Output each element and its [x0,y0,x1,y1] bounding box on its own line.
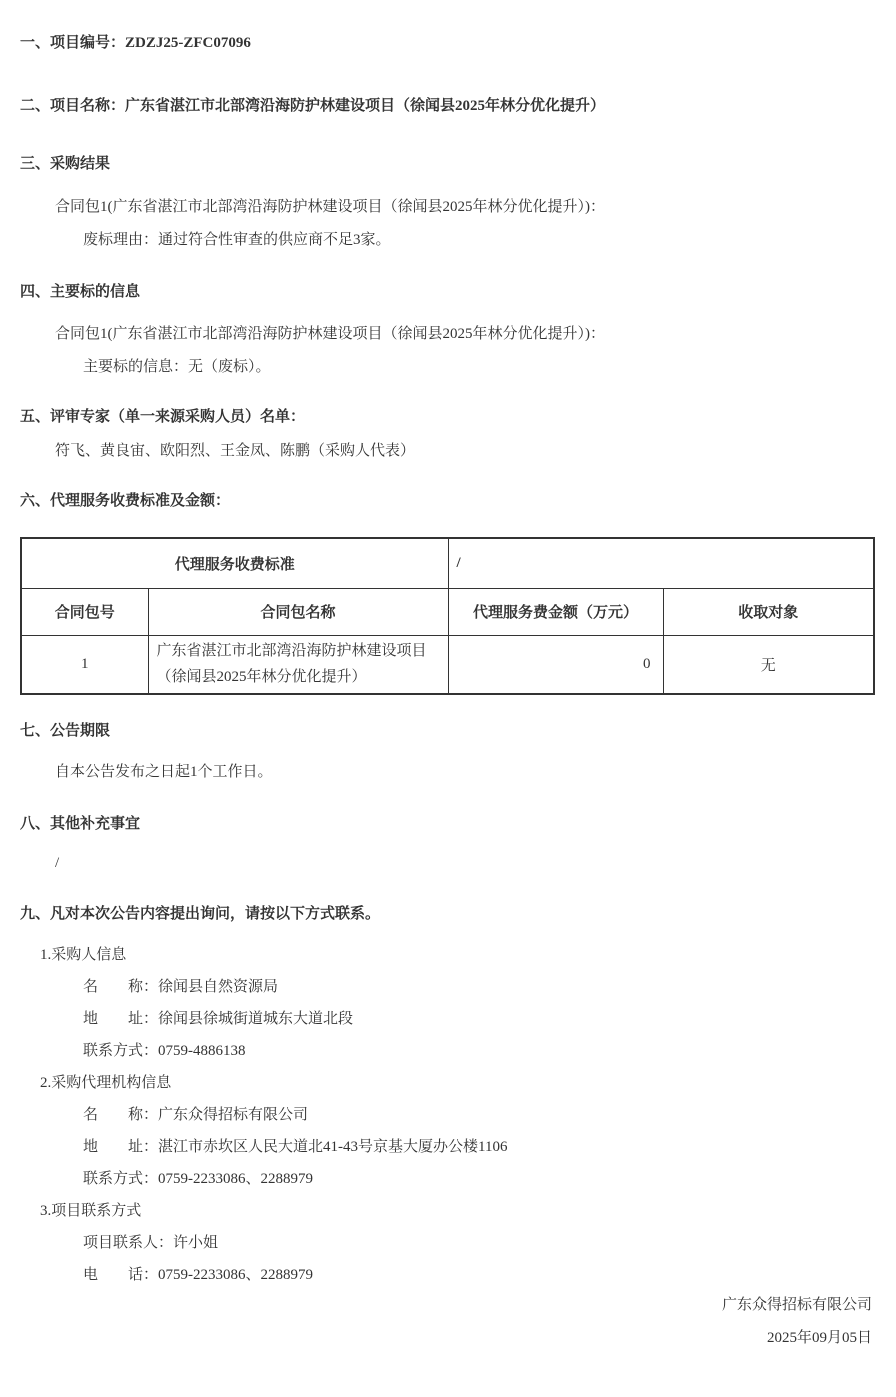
fee-table-header-row [21,588,874,635]
footer-company-signature: 广东众得招标有限公司 [721,1297,872,1313]
section-heading-contact-info: 九、凡对本次公告内容提出询问，请按以下方式联系。 [20,906,381,922]
announcement-period-body: 自本公告发布之日起1个工作日。 [55,764,273,780]
other-matters-body: / [55,855,60,871]
header-charged-party: 收取对象 [663,588,874,635]
section-heading-experts: 五、评审专家（单一来源采购人员）名单： [20,409,306,425]
section-heading-project-number: 一、项目编号：ZDZJ25-ZFC07096 [20,35,251,51]
footer-date: 2025年09月05日 [766,1330,872,1346]
fee-table-data-row [21,635,874,694]
section-heading-agency-fee: 六、代理服务收费标准及金额： [20,493,231,509]
header-package-no: 合同包号 [21,588,148,635]
cell-fee-amount: 0 [448,635,663,694]
header-package-name: 合同包名称 [148,588,448,635]
fee-standard-value-cell: / [448,538,874,588]
section-heading-main-subject-info: 四、主要标的信息 [20,284,141,300]
project-contact-title: 3.项目联系方式 [40,1203,142,1219]
main-subject-package-line: 合同包1(广东省湛江市北部湾沿海防护林建设项目（徐闻县2025年林分优化提升）)： [55,326,605,342]
section-heading-procurement-result: 三、采购结果 [20,156,111,172]
cell-package-name: 广东省湛江市北部湾沿海防护林建设项目（徐闻县2025年林分优化提升） [148,635,448,694]
project-contact-phone-line: 电 话：0759-2233086、2288979 [83,1267,313,1283]
purchaser-name-line: 名 称：徐闻县自然资源局 [83,979,279,995]
agency-contact-line: 联系方式：0759-2233086、2288979 [83,1171,313,1187]
agency-fee-table [20,537,875,695]
fee-standard-row [21,538,874,588]
purchaser-info-title: 1.采购人信息 [40,947,127,963]
agency-address-line: 地 址：湛江市赤坎区人民大道北41-43号京基大厦办公楼1106 [83,1139,508,1155]
section-heading-other-matters: 八、其他补充事宜 [20,816,141,832]
section-heading-project-name: 二、项目名称：广东省湛江市北部湾沿海防护林建设项目（徐闻县2025年林分优化提升） [20,98,606,114]
agency-name-line: 名 称：广东众得招标有限公司 [83,1107,309,1123]
experts-names-line: 符飞、黄良宙、欧阳烈、王金凤、陈鹏（采购人代表） [55,443,416,459]
procurement-result-package-line: 合同包1(广东省湛江市北部湾沿海防护林建设项目（徐闻县2025年林分优化提升）)： [55,199,605,215]
agency-info-title: 2.采购代理机构信息 [40,1075,172,1091]
procurement-announcement-document [0,35,896,1397]
cell-package-no: 1 [21,635,148,694]
procurement-result-detail-line: 废标理由：通过符合性审查的供应商不足3家。 [83,232,391,248]
cell-charged-party: 无 [663,635,874,694]
section-heading-announcement-period: 七、公告期限 [20,723,111,739]
purchaser-address-line: 地 址：徐闻县徐城街道城东大道北段 [83,1011,354,1027]
header-fee-amount: 代理服务费金额（万元） [448,588,663,635]
fee-standard-label-cell: 代理服务收费标准 [21,538,448,588]
main-subject-detail-line: 主要标的信息：无（废标）。 [83,359,271,375]
purchaser-contact-line: 联系方式：0759-4886138 [83,1043,246,1059]
project-contact-person-line: 项目联系人：许小姐 [83,1235,219,1251]
